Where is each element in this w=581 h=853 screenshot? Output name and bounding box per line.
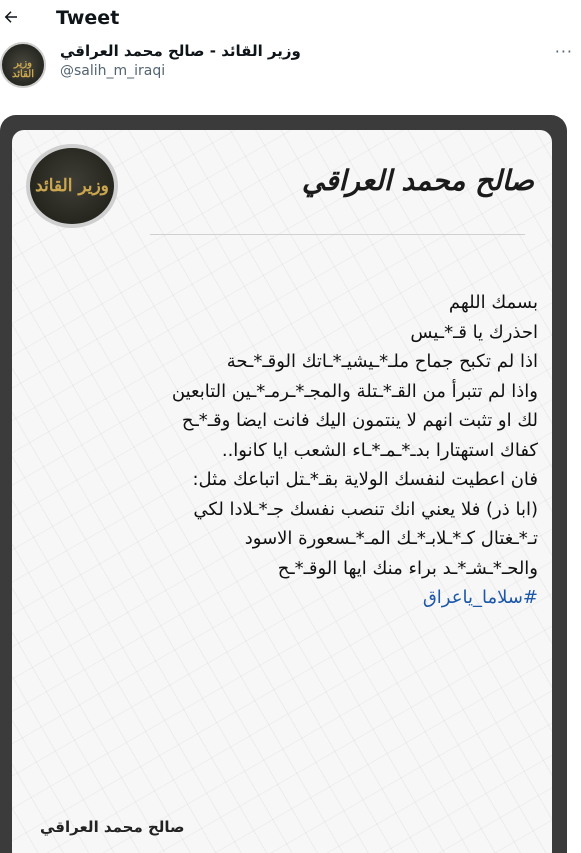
arrow-left-icon (2, 8, 20, 26)
tweet-image-card[interactable] (12, 130, 552, 853)
body-line: احذرك يا قـ*ـيس (410, 321, 538, 343)
body-line: لك او تثبت انهم لا ينتمون اليك فانت ايضا وقـ*ـح (181, 410, 538, 431)
body-line: (ابا ذر) فلا يعني انك تنصب نفسك جـ*ـلادا لكي (193, 498, 538, 520)
signature-text: صالح محمد العراقي (40, 818, 185, 836)
body-line: فان اعطيت لنفسك الولاية بقـ*ـتل اتباعك مثل: (192, 469, 538, 490)
page-title: Tweet (56, 7, 120, 29)
body-line: تـ*ـغتال كـ*ـلابـ*ـك المـ*ـسعورة الاسود (244, 528, 538, 549)
avatar-logo-text: وزير القائد (12, 58, 34, 80)
body-line: واذا لم تتبرأ من القـ*ـتلة والمجـ*ـرمـ*ـين التابعين (171, 380, 538, 402)
hashtag-link[interactable]: #سلاما_ياعراق (422, 587, 538, 608)
top-bar (0, 0, 581, 38)
body-line: اذا لم تكبح جماح ملـ*ـيشيـ*ـاتك الوقـ*ـحة (226, 351, 538, 372)
more-options-button[interactable] (555, 42, 573, 61)
card-logo (26, 144, 118, 228)
body-line: كفاك استهتارا بدـ*ـمـ*ـاء الشعب ايا كانوا.. (221, 439, 538, 461)
back-button[interactable] (2, 8, 24, 28)
tweet-body (32, 288, 538, 613)
author-display-name[interactable]: وزير القائد - صالح محمد العراقي (60, 42, 301, 60)
body-line: بسمك اللهم (448, 292, 538, 313)
more-dots-icon: ··· (554, 42, 573, 61)
card-logo-text: وزير القائد (35, 176, 109, 196)
author-handle[interactable]: @salih_m_iraqi (60, 63, 166, 79)
avatar[interactable] (0, 42, 46, 88)
body-line: والحـ*ـشـ*ـد براء منك ايها الوقـ*ـح (277, 557, 538, 579)
calligraphy-signature: صالح محمد العراقي (301, 164, 534, 197)
card-divider (150, 234, 525, 235)
